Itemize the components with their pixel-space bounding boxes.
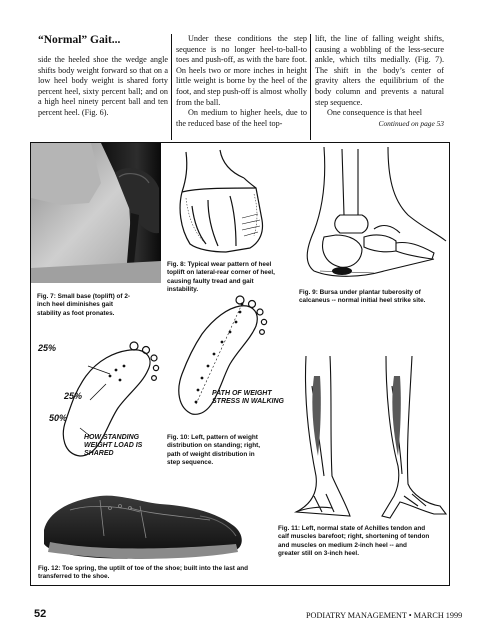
article-column-3 <box>315 34 444 129</box>
column-3-paragraph-2: One consequence is that heel <box>327 108 423 118</box>
column-2-paragraph-2: On medium to higher heels, due to the reduced base of the heel top- <box>176 108 307 128</box>
column-1-text: side the heeled shoe the wedge angle shifts body weight forward so that on a low heel body weight is shared forty percent heel, sixty percent ball; and on a high heel ninety percent ball and ten percent heel. (Fig. 6). <box>38 55 168 117</box>
fig11-caption: Fig. 11: Left, normal state of Achilles tendon and calf muscles barefoot; right, shortening of tendon and muscles on medium 2-inch heel -- and greater still on 3-inch heel. <box>278 525 430 558</box>
column-3-paragraph-1: lift, the line of falling weight shifts, causing a wobbling of the less-secure ankle, which tilts medially. (Fig. 7). The shift in the body’s center of gravity alters the equilibrium of the body column and prevents a natural step sequence. <box>315 34 444 107</box>
fig12-shoe-photo <box>40 486 246 566</box>
fig7-heel-photo <box>31 143 161 283</box>
fig10-percent-low: 50% <box>49 413 68 423</box>
fig7-caption: Fig. 7: Small base (toplift) of 2-inch heel diminishes gait stability as foot pronates. <box>37 293 131 317</box>
fig10-percent-top: 25% <box>38 343 57 353</box>
fig9-caption: Fig. 9: Bursa under plantar tuberosity of calcaneus -- normal initial heel strike site. <box>299 289 426 305</box>
continued-note: Continued on page 53 <box>378 118 444 128</box>
fig8-heel-wear-illustration <box>168 148 280 256</box>
fig12-caption: Fig. 12: Toe spring, the uptilt of toe of the shoe; built into the last and transferred to the shoe. <box>38 565 249 581</box>
publication-footer: PODIATRY MANAGEMENT • MARCH 1999 <box>306 611 463 620</box>
fig10-walking-label: PATH OF WEIGHT STRESS IN WALKING <box>212 390 284 405</box>
fig9-foot-skeleton <box>284 145 448 283</box>
article-column-1 <box>38 34 168 119</box>
column-divider <box>310 34 311 140</box>
fig10-standing-label: HOW STANDING WEIGHT LOAD IS SHARED <box>84 434 143 457</box>
column-2-paragraph-1: Under these conditions the step sequence is no longer heel-to-ball-to toes and push-off, as with the bare foot. On heels two or more inches in height little weight is borne by the heel of the foot, and step push-off is almost wholly from the ball. <box>176 34 307 107</box>
article-column-2 <box>176 34 307 129</box>
fig8-caption: Fig. 8: Typical wear pattern of heel toplift on lateral-rear corner of heel, causing faulty tread and gait instability. <box>167 261 275 294</box>
page-number: 52 <box>34 608 47 620</box>
fig11-legs-illustration <box>286 356 448 522</box>
figure-frame-bottom <box>30 585 450 586</box>
article-heading: “Normal” Gait... <box>38 34 121 46</box>
fig10-caption: Fig. 10: Left, pattern of weight distribution on standing; right, path of weight distribution in step sequence. <box>167 434 261 467</box>
column-divider <box>171 34 172 140</box>
figure-frame-right <box>449 142 450 586</box>
fig10-percent-mid: 25% <box>64 391 83 401</box>
